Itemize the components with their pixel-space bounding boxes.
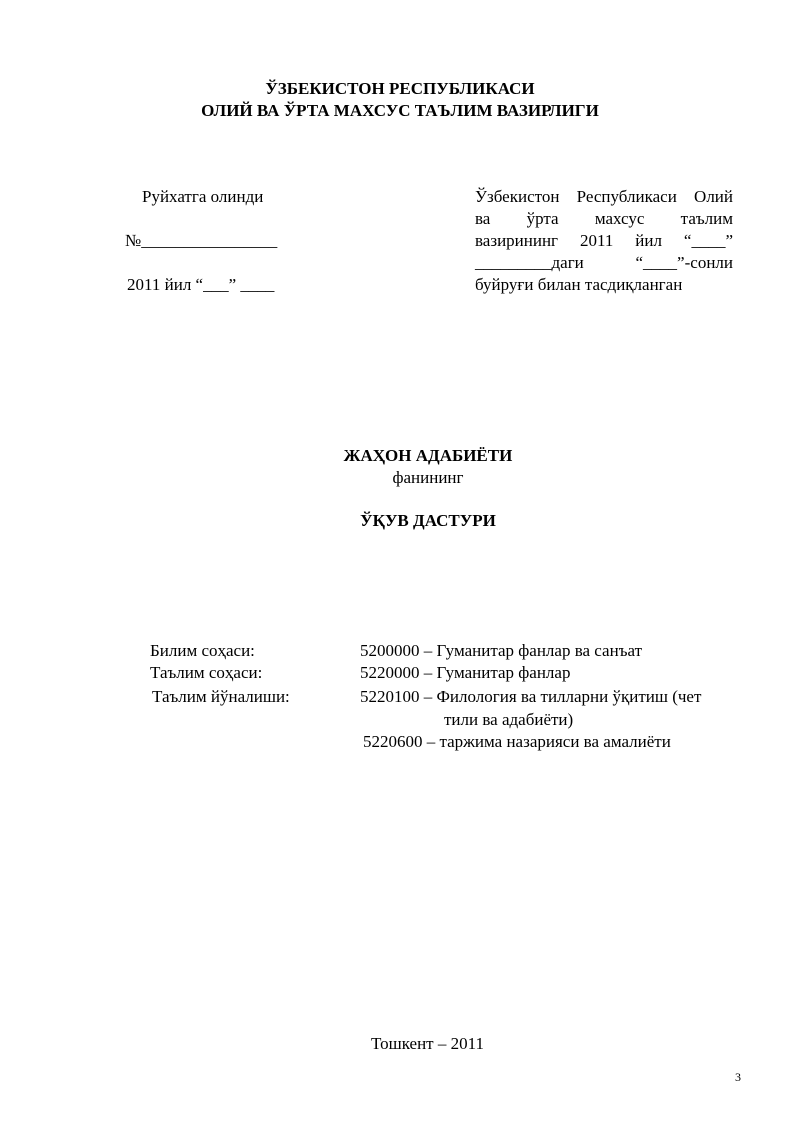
registration-label: Руйхатга олинди: [142, 187, 264, 206]
education-direction-label: Таълим йўналиши:: [152, 687, 290, 706]
approval-line: буйруғи билан тасдиқланган: [475, 275, 683, 294]
education-direction-value-2: 5220600 – таржима назарияси ва амалиёти: [363, 732, 671, 751]
approval-block: [475, 186, 733, 296]
knowledge-area-label: Билим соҳаси:: [150, 641, 255, 660]
subject-title: ЖАҲОН АДАБИЁТИ: [343, 446, 513, 465]
registration-date: 2011 йил “___” ____: [127, 275, 275, 294]
education-direction-value-1-cont: тили ва адабиёти): [444, 710, 574, 729]
registration-number: №________________: [125, 231, 278, 250]
ministry-country-heading: ЎЗБЕКИСТОН РЕСПУБЛИКАСИ: [265, 79, 535, 98]
page-number: 3: [735, 1070, 741, 1084]
approval-line: ва ўрта махсус таълим: [475, 209, 733, 228]
ministry-name-heading: ОЛИЙ ВА ЎРТА МАХСУС ТАЪЛИМ ВАЗИРЛИГИ: [201, 101, 599, 120]
education-direction-value-1: 5220100 – Филология ва тилларни ўқитиш (чет: [360, 687, 702, 706]
education-area-label: Таълим соҳаси:: [150, 663, 263, 682]
approval-line: _________даги “____”-сонли: [475, 253, 733, 272]
approval-line: Ўзбекистон Республикаси Олий: [475, 187, 733, 206]
subject-genitive: фанининг: [392, 468, 464, 487]
knowledge-area-value: 5200000 – Гуманитар фанлар ва санъат: [360, 641, 643, 660]
education-area-value: 5220000 – Гуманитар фанлар: [360, 663, 571, 682]
city-year: Тошкент – 2011: [371, 1034, 484, 1053]
approval-line: вазирининг 2011 йил “____”: [475, 231, 733, 250]
program-title: ЎҚУВ ДАСТУРИ: [360, 511, 496, 530]
registration-block: [100, 186, 320, 296]
